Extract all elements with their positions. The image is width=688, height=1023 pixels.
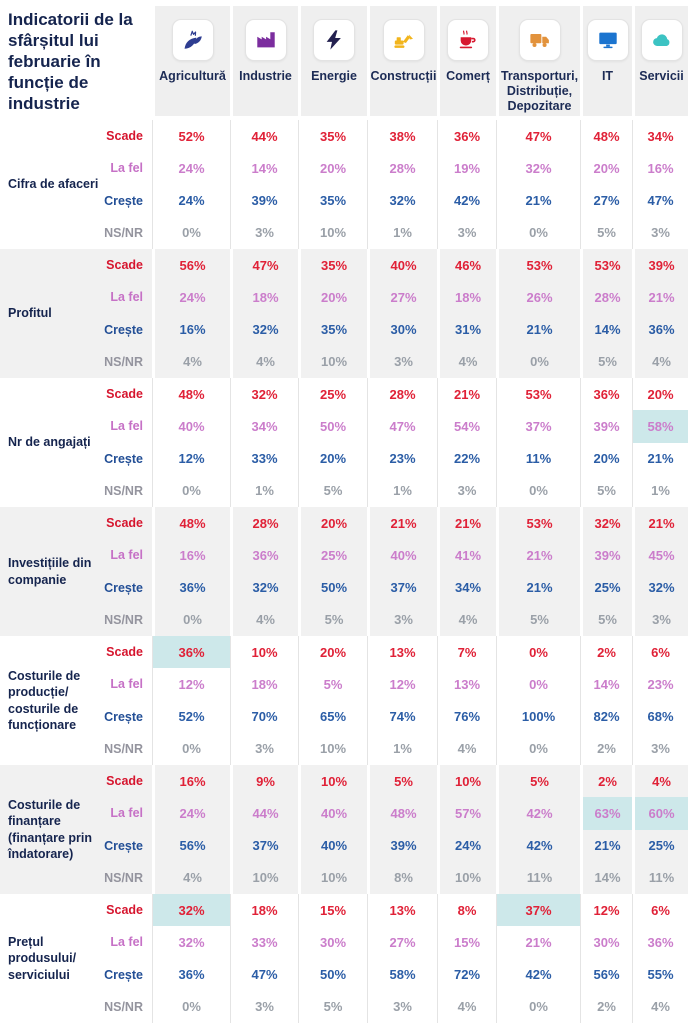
value-cell: 25%: [632, 830, 688, 862]
value-cell: 0%: [496, 475, 580, 507]
group-label-cifra-de-afaceri: Cifra de afaceri: [8, 177, 99, 192]
value-cell: 35%: [298, 185, 367, 217]
value-cell: 3%: [230, 991, 298, 1023]
industry-icon: [245, 19, 287, 61]
group-label-nr-de-angajati: Nr de angajați: [8, 435, 91, 450]
value-cell: 16%: [152, 539, 230, 571]
value-cell: 82%: [580, 701, 632, 733]
row-type-label-scade: Scade: [106, 903, 143, 918]
value-cell: 32%: [152, 926, 230, 958]
value-cell: 21%: [437, 378, 496, 410]
value-cell: 37%: [230, 830, 298, 862]
value-cell: 24%: [152, 797, 230, 829]
value-cell: 32%: [152, 894, 230, 926]
row-type-label-la_fel: La fel: [110, 935, 143, 950]
value-cell: 36%: [152, 959, 230, 991]
value-cell: 36%: [152, 572, 230, 604]
row-type-label-la_fel: La fel: [110, 677, 143, 692]
value-cell: 24%: [152, 185, 230, 217]
value-cell: 3%: [632, 604, 688, 636]
value-cell: 21%: [496, 926, 580, 958]
group-label-pretul-produsului-serviciului: Prețul produsului/ serviciului: [8, 935, 77, 982]
value-cell: 0%: [496, 636, 580, 668]
value-cell: 3%: [437, 217, 496, 249]
row-type-label-la_fel: La fel: [105, 797, 152, 829]
value-cell: 0%: [152, 733, 230, 765]
value-cell: 36%: [437, 120, 496, 152]
value-cell: 36%: [230, 539, 298, 571]
value-cell: 39%: [580, 539, 632, 571]
value-cell: 13%: [437, 668, 496, 700]
value-cell: 10%: [230, 636, 298, 668]
value-cell: 2%: [580, 991, 632, 1023]
value-cell: 53%: [580, 249, 632, 281]
value-cell: 4%: [437, 991, 496, 1023]
value-cell: 10%: [437, 862, 496, 894]
value-cell: 0%: [152, 475, 230, 507]
row-type-label-scade: Scade: [106, 387, 143, 402]
column-header-servicii: [632, 6, 688, 116]
value-cell: 42%: [496, 830, 580, 862]
value-cell: 4%: [632, 765, 688, 797]
value-cell: 3%: [437, 475, 496, 507]
value-cell: 47%: [230, 249, 298, 281]
value-cell: 10%: [298, 346, 367, 378]
value-cell: 48%: [580, 120, 632, 152]
row-type-label-creste: Crește: [104, 193, 143, 208]
value-cell: 0%: [496, 733, 580, 765]
value-cell: 4%: [230, 604, 298, 636]
value-cell: 14%: [230, 152, 298, 184]
value-cell: 18%: [437, 281, 496, 313]
value-cell: 52%: [152, 120, 230, 152]
value-cell: 4%: [437, 346, 496, 378]
row-type-label-la_fel: La fel: [105, 281, 152, 313]
value-cell: 56%: [580, 959, 632, 991]
value-cell: 74%: [367, 701, 437, 733]
value-cell: 10%: [298, 733, 367, 765]
value-cell: 28%: [367, 378, 437, 410]
value-cell: 56%: [152, 249, 230, 281]
value-cell: 18%: [230, 668, 298, 700]
value-cell: 48%: [152, 378, 230, 410]
value-cell: 58%: [632, 410, 688, 442]
value-cell: 39%: [632, 249, 688, 281]
value-cell: 32%: [230, 572, 298, 604]
value-cell: 18%: [230, 281, 298, 313]
value-cell: 32%: [230, 378, 298, 410]
value-cell: 44%: [230, 120, 298, 152]
value-cell: 3%: [367, 346, 437, 378]
value-cell: 16%: [632, 152, 688, 184]
row-type-label-ns_nr: NS/NR: [105, 604, 152, 636]
value-cell: 5%: [580, 346, 632, 378]
value-cell: 32%: [496, 152, 580, 184]
agriculture-icon: [172, 19, 214, 61]
transport-icon: [519, 19, 561, 61]
row-type-label-ns_nr: NS/NR: [105, 862, 152, 894]
value-cell: 4%: [230, 346, 298, 378]
value-cell: 12%: [580, 894, 632, 926]
value-cell: 10%: [437, 765, 496, 797]
column-header-transporturi-distributie-depozitare: [496, 6, 580, 116]
value-cell: 4%: [152, 862, 230, 894]
value-cell: 21%: [632, 507, 688, 539]
value-cell: 68%: [632, 701, 688, 733]
value-cell: 24%: [152, 152, 230, 184]
services-icon: [641, 19, 683, 61]
value-cell: 35%: [298, 120, 367, 152]
value-cell: 16%: [152, 314, 230, 346]
value-cell: 50%: [298, 572, 367, 604]
row-type-label-scade: Scade: [105, 765, 152, 797]
value-cell: 20%: [298, 636, 367, 668]
value-cell: 30%: [298, 926, 367, 958]
value-cell: 45%: [632, 539, 688, 571]
value-cell: 47%: [367, 410, 437, 442]
value-cell: 5%: [298, 668, 367, 700]
value-cell: 37%: [367, 572, 437, 604]
value-cell: 4%: [632, 346, 688, 378]
value-cell: 0%: [496, 991, 580, 1023]
value-cell: 4%: [437, 733, 496, 765]
value-cell: 32%: [580, 507, 632, 539]
column-label: Construcții: [370, 69, 437, 83]
group-label-costurile-de-finantare-finantare-prin-indatorare: Costurile de finanțare (finanțare prin îndatorare): [0, 765, 105, 894]
value-cell: 30%: [367, 314, 437, 346]
value-cell: 1%: [367, 217, 437, 249]
value-cell: 40%: [298, 830, 367, 862]
value-cell: 40%: [367, 539, 437, 571]
value-cell: 1%: [367, 475, 437, 507]
value-cell: 5%: [298, 475, 367, 507]
value-cell: 26%: [496, 281, 580, 313]
value-cell: 42%: [496, 959, 580, 991]
value-cell: 21%: [367, 507, 437, 539]
value-cell: 40%: [298, 797, 367, 829]
column-label: Energie: [311, 69, 357, 83]
value-cell: 0%: [496, 217, 580, 249]
value-cell: 14%: [580, 862, 632, 894]
value-cell: 5%: [496, 604, 580, 636]
column-header-it: [580, 6, 632, 116]
column-label: Industrie: [239, 69, 292, 83]
value-cell: 1%: [230, 475, 298, 507]
value-cell: 3%: [632, 217, 688, 249]
column-label: IT: [601, 69, 614, 83]
value-cell: 21%: [580, 830, 632, 862]
group-label-investitiile-din-companie: Investițiile din companie: [0, 507, 105, 636]
value-cell: 35%: [298, 314, 367, 346]
value-cell: 34%: [230, 410, 298, 442]
value-cell: 36%: [632, 926, 688, 958]
value-cell: 10%: [298, 862, 367, 894]
row-type-label-creste: Crește: [104, 967, 143, 982]
commerce-icon: [447, 19, 489, 61]
construction-icon: [383, 19, 425, 61]
row-type-label-ns_nr: NS/NR: [104, 741, 143, 756]
value-cell: 53%: [496, 249, 580, 281]
row-type-label-ns_nr: NS/NR: [104, 225, 143, 240]
column-label: Servicii: [639, 69, 684, 83]
value-cell: 12%: [152, 443, 230, 475]
energy-icon: [313, 19, 355, 61]
value-cell: 5%: [496, 765, 580, 797]
value-cell: 28%: [580, 281, 632, 313]
value-cell: 36%: [580, 378, 632, 410]
value-cell: 20%: [580, 443, 632, 475]
row-type-label-creste: Crește: [104, 709, 143, 724]
value-cell: 20%: [298, 507, 367, 539]
table-title: Indicatorii de la sfârșitul lui februarie în funcție de industrie: [8, 10, 133, 114]
value-cell: 38%: [367, 120, 437, 152]
value-cell: 8%: [367, 862, 437, 894]
value-cell: 42%: [496, 797, 580, 829]
value-cell: 16%: [152, 765, 230, 797]
column-header-industrie: [230, 6, 298, 116]
value-cell: 14%: [580, 668, 632, 700]
value-cell: 55%: [632, 959, 688, 991]
value-cell: 100%: [496, 701, 580, 733]
value-cell: 33%: [230, 443, 298, 475]
value-cell: 6%: [632, 894, 688, 926]
value-cell: 0%: [152, 217, 230, 249]
value-cell: 34%: [632, 120, 688, 152]
column-label: Comerț: [446, 69, 490, 83]
value-cell: 27%: [367, 281, 437, 313]
value-cell: 2%: [580, 636, 632, 668]
value-cell: 28%: [230, 507, 298, 539]
value-cell: 15%: [298, 894, 367, 926]
value-cell: 4%: [632, 991, 688, 1023]
value-cell: 10%: [230, 862, 298, 894]
value-cell: 47%: [632, 185, 688, 217]
row-type-label-ns_nr: NS/NR: [104, 483, 143, 498]
row-type-label-la_fel: La fel: [105, 539, 152, 571]
value-cell: 3%: [230, 733, 298, 765]
value-cell: 21%: [632, 281, 688, 313]
value-cell: 35%: [298, 249, 367, 281]
row-type-label-la_fel: La fel: [110, 161, 143, 176]
value-cell: 2%: [580, 765, 632, 797]
value-cell: 1%: [367, 733, 437, 765]
value-cell: 40%: [367, 249, 437, 281]
column-header-constructii: [367, 6, 437, 116]
value-cell: 21%: [496, 314, 580, 346]
value-cell: 21%: [437, 507, 496, 539]
value-cell: 24%: [152, 281, 230, 313]
value-cell: 44%: [230, 797, 298, 829]
value-cell: 3%: [230, 217, 298, 249]
value-cell: 42%: [437, 185, 496, 217]
value-cell: 25%: [298, 539, 367, 571]
row-type-label-scade: Scade: [106, 645, 143, 660]
it-icon: [587, 19, 629, 61]
value-cell: 32%: [230, 314, 298, 346]
value-cell: 14%: [580, 314, 632, 346]
value-cell: 63%: [580, 797, 632, 829]
value-cell: 20%: [298, 152, 367, 184]
value-cell: 47%: [230, 959, 298, 991]
value-cell: 2%: [580, 733, 632, 765]
value-cell: 1%: [632, 475, 688, 507]
value-cell: 39%: [230, 185, 298, 217]
value-cell: 34%: [437, 572, 496, 604]
value-cell: 6%: [632, 636, 688, 668]
value-cell: 58%: [367, 959, 437, 991]
value-cell: 36%: [632, 314, 688, 346]
value-cell: 12%: [367, 668, 437, 700]
value-cell: 5%: [367, 765, 437, 797]
value-cell: 76%: [437, 701, 496, 733]
value-cell: 5%: [580, 604, 632, 636]
value-cell: 0%: [152, 991, 230, 1023]
value-cell: 3%: [367, 991, 437, 1023]
value-cell: 8%: [437, 894, 496, 926]
value-cell: 11%: [632, 862, 688, 894]
value-cell: 11%: [496, 443, 580, 475]
value-cell: 57%: [437, 797, 496, 829]
value-cell: 37%: [496, 410, 580, 442]
value-cell: 52%: [152, 701, 230, 733]
value-cell: 21%: [496, 539, 580, 571]
value-cell: 3%: [367, 604, 437, 636]
value-cell: 36%: [152, 636, 230, 668]
value-cell: 27%: [580, 185, 632, 217]
value-cell: 5%: [580, 475, 632, 507]
value-cell: 0%: [152, 604, 230, 636]
value-cell: 20%: [298, 443, 367, 475]
value-cell: 32%: [367, 185, 437, 217]
value-cell: 5%: [580, 217, 632, 249]
value-cell: 9%: [230, 765, 298, 797]
value-cell: 15%: [437, 926, 496, 958]
value-cell: 41%: [437, 539, 496, 571]
row-type-label-creste: Crește: [105, 314, 152, 346]
value-cell: 47%: [496, 120, 580, 152]
value-cell: 21%: [496, 572, 580, 604]
value-cell: 28%: [367, 152, 437, 184]
value-cell: 70%: [230, 701, 298, 733]
value-cell: 39%: [367, 830, 437, 862]
value-cell: 5%: [298, 991, 367, 1023]
value-cell: 0%: [496, 346, 580, 378]
value-cell: 19%: [437, 152, 496, 184]
value-cell: 10%: [298, 217, 367, 249]
column-header-energie: [298, 6, 367, 116]
value-cell: 12%: [152, 668, 230, 700]
value-cell: 40%: [152, 410, 230, 442]
value-cell: 5%: [298, 604, 367, 636]
value-cell: 56%: [152, 830, 230, 862]
value-cell: 72%: [437, 959, 496, 991]
row-type-label-scade: Scade: [105, 249, 152, 281]
row-type-label-scade: Scade: [106, 129, 143, 144]
value-cell: 22%: [437, 443, 496, 475]
value-cell: 32%: [632, 572, 688, 604]
value-cell: 60%: [632, 797, 688, 829]
row-type-label-creste: Crește: [105, 830, 152, 862]
value-cell: 4%: [437, 604, 496, 636]
value-cell: 25%: [298, 378, 367, 410]
column-label: Agricultură: [159, 69, 226, 83]
value-cell: 21%: [632, 443, 688, 475]
column-header-comert: [437, 6, 496, 116]
value-cell: 3%: [632, 733, 688, 765]
value-cell: 13%: [367, 894, 437, 926]
value-cell: 53%: [496, 378, 580, 410]
value-cell: 46%: [437, 249, 496, 281]
value-cell: 20%: [298, 281, 367, 313]
column-label: Transporturi, Distribuție, Depozitare: [500, 69, 579, 113]
row-type-label-creste: Crește: [105, 572, 152, 604]
value-cell: 23%: [367, 443, 437, 475]
value-cell: 37%: [496, 894, 580, 926]
row-type-label-ns_nr: NS/NR: [105, 346, 152, 378]
value-cell: 13%: [367, 636, 437, 668]
group-label-profitul: Profitul: [0, 249, 105, 378]
value-cell: 50%: [298, 410, 367, 442]
value-cell: 48%: [367, 797, 437, 829]
row-type-label-la_fel: La fel: [110, 419, 143, 434]
value-cell: 31%: [437, 314, 496, 346]
value-cell: 20%: [580, 152, 632, 184]
value-cell: 0%: [496, 668, 580, 700]
group-label-costurile-de-productie-costurile-de-functionare: Costurile de producție/ costurile de funcționare: [8, 669, 81, 732]
value-cell: 18%: [230, 894, 298, 926]
value-cell: 21%: [496, 185, 580, 217]
value-cell: 20%: [632, 378, 688, 410]
value-cell: 54%: [437, 410, 496, 442]
value-cell: 25%: [580, 572, 632, 604]
value-cell: 27%: [367, 926, 437, 958]
value-cell: 10%: [298, 765, 367, 797]
value-cell: 11%: [496, 862, 580, 894]
value-cell: 48%: [152, 507, 230, 539]
value-cell: 30%: [580, 926, 632, 958]
row-type-label-ns_nr: NS/NR: [104, 999, 143, 1014]
value-cell: 53%: [496, 507, 580, 539]
value-cell: 39%: [580, 410, 632, 442]
value-cell: 4%: [152, 346, 230, 378]
value-cell: 33%: [230, 926, 298, 958]
value-cell: 65%: [298, 701, 367, 733]
row-type-label-scade: Scade: [105, 507, 152, 539]
value-cell: 24%: [437, 830, 496, 862]
value-cell: 7%: [437, 636, 496, 668]
value-cell: 50%: [298, 959, 367, 991]
column-header-agricultura: [152, 6, 230, 116]
value-cell: 23%: [632, 668, 688, 700]
row-type-label-creste: Crește: [104, 451, 143, 466]
